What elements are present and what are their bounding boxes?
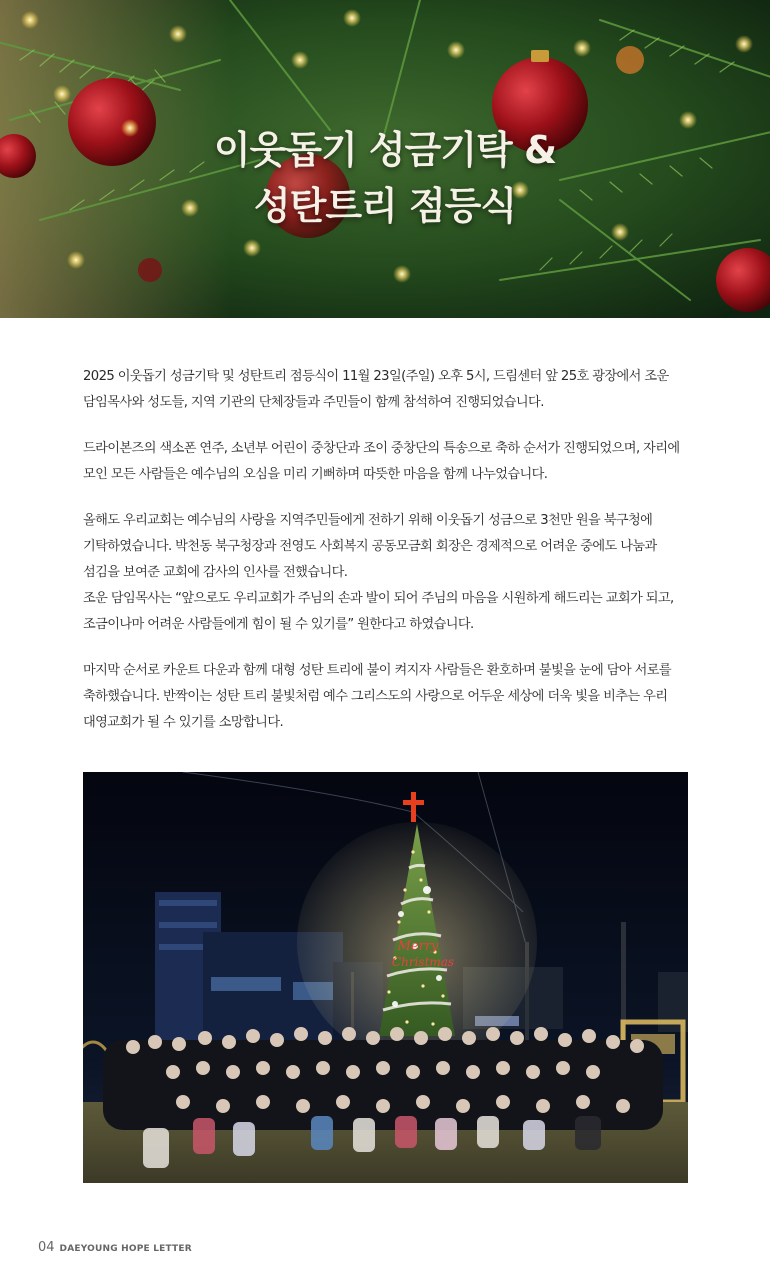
page-number: 04 xyxy=(38,1240,55,1255)
publication-name: DAEYOUNG HOPE LETTER xyxy=(59,1244,192,1254)
page-title xyxy=(0,122,770,234)
paragraph-intro: 2025 이웃돕기 성금기탁 및 성탄트리 점등식이 11월 23일(주일) 오후 5시, 드림센터 앞 25호 광장에서 조운 담임목사와 성도들, 지역 기관의 단체장들과 주민들이 함께 참석하여 진행되었습니다. xyxy=(83,369,669,410)
paragraph-pastor-quote: 조운 담임목사는 “앞으로도 우리교회가 주님의 손과 발이 되어 주님의 마음을 시원하게 해드리는 교회가 되고, 조금이나마 어려운 사람들에게 힘이 될 수 있기를” 원한다고 하였습니다. xyxy=(83,591,674,632)
paragraph-donation: 올해도 우리교회는 예수님의 사랑을 지역주민들에게 전하기 위해 이웃돕기 성금으로 3천만 원을 북구청에 기탁하였습니다. 박천동 북구청장과 전영도 사회복지 공동모금회 회장은 경제적으로 어려운 중에도 나눔과 섬김을 보여준 교회에 감사의 인사를 전했습니다. xyxy=(83,513,657,580)
event-photo xyxy=(83,772,688,1183)
header-banner xyxy=(0,0,770,318)
tree-text-merry: Merry xyxy=(397,939,439,954)
page-footer xyxy=(38,1240,192,1258)
page-title-line-1: 이웃돕기 성금기탁 & xyxy=(213,128,557,172)
paragraph-performances: 드라이본즈의 색소폰 연주, 소년부 어린이 중창단과 조이 중창단의 특송으로 축하 순서가 진행되었으며, 자리에 모인 모든 사람들은 예수님의 오심을 미리 기뻐하며 따뜻한 마음을 함께 나누었습니다. xyxy=(83,441,680,482)
tree-lighting-group-photo xyxy=(83,772,688,1183)
article-body xyxy=(83,364,689,756)
tree-text-christmas: Christmas xyxy=(391,955,455,969)
page-title-line-2: 성탄트리 점등식 xyxy=(253,184,517,228)
paragraph-lighting: 마지막 순서로 카운트 다운과 함께 대형 성탄 트리에 불이 켜지자 사람들은 환호하며 불빛을 눈에 담아 서로를 축하했습니다. 반짝이는 성탄 트리 불빛처럼 예수 그리스도의 사랑으로 어두운 세상에 더욱 빛을 비추는 우리 대영교회가 될 수 있기를 소망합니다. xyxy=(83,663,671,730)
